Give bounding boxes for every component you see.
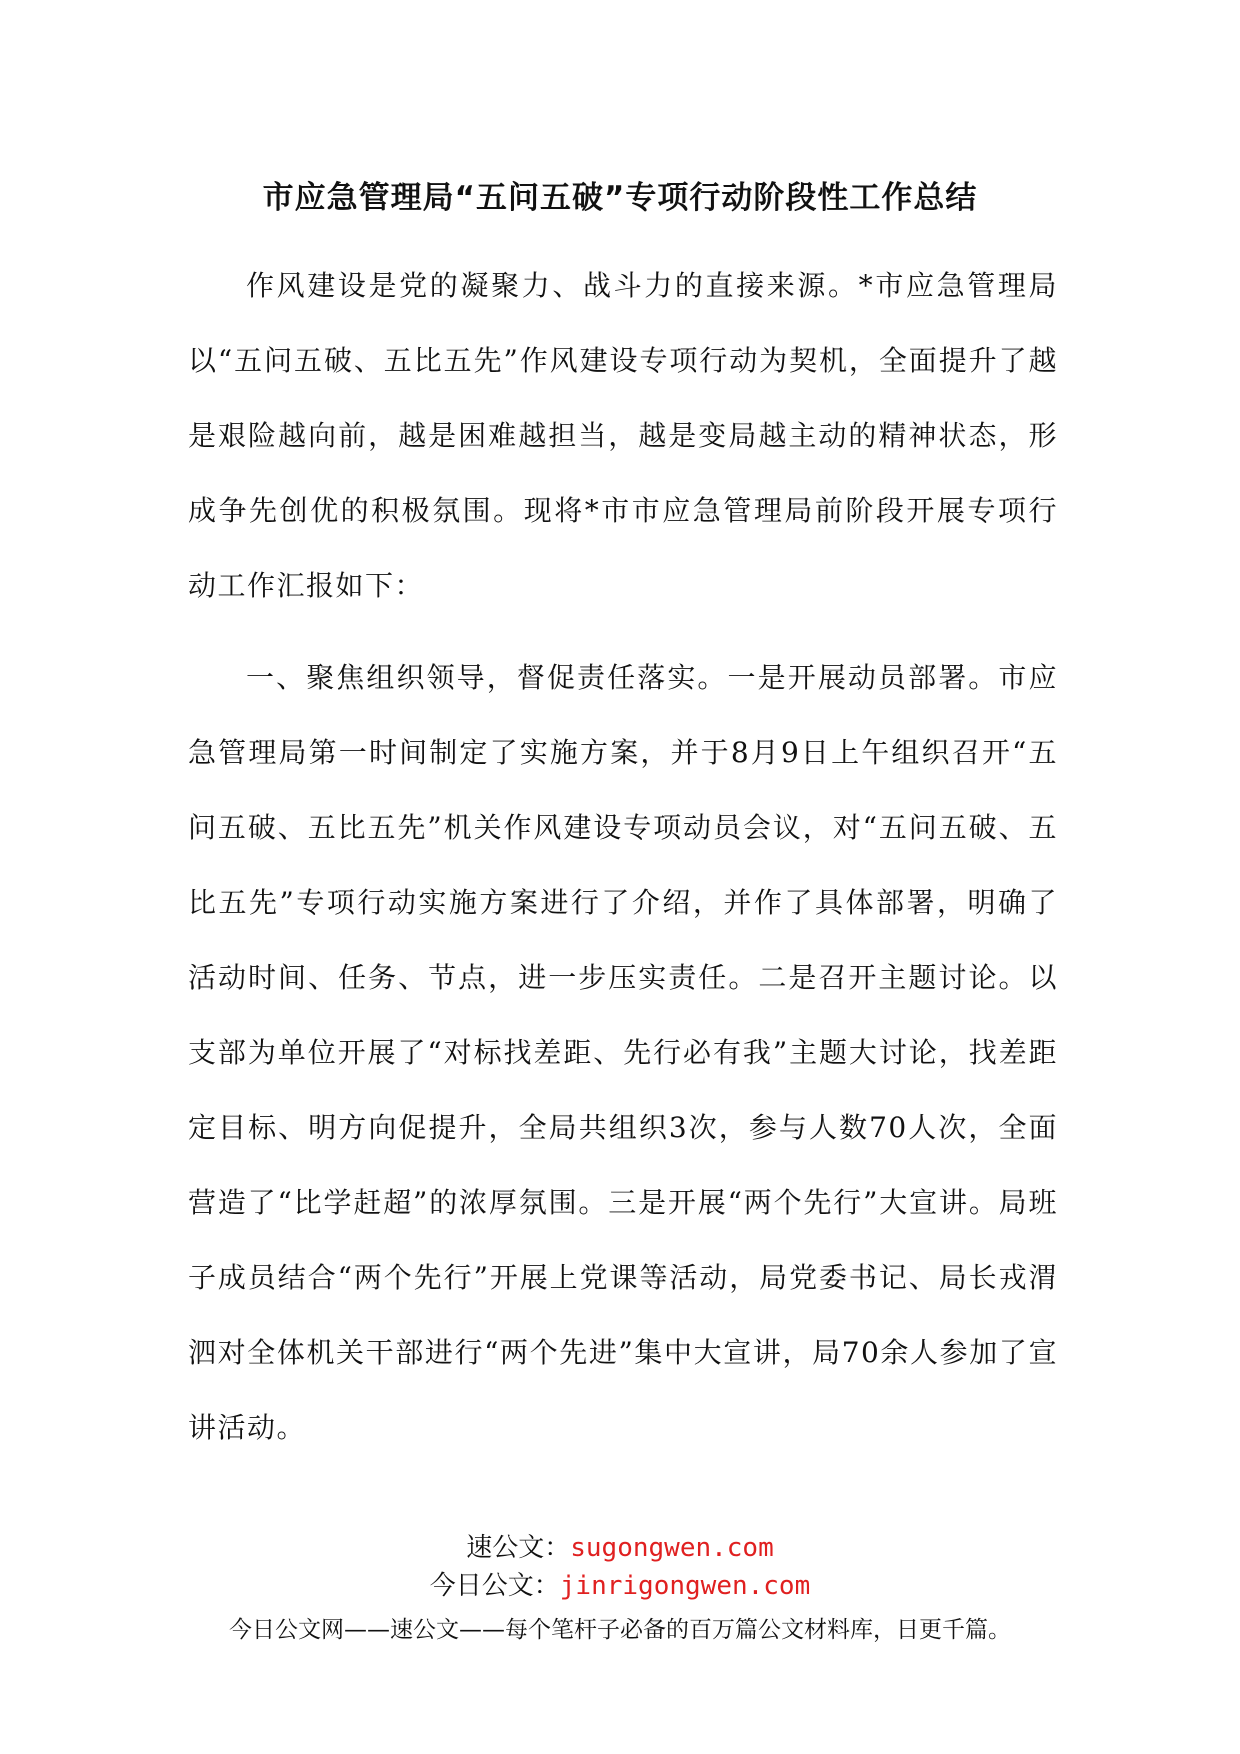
footer-link-jinrigongwen[interactable]: jinrigongwen.com bbox=[559, 1571, 811, 1601]
document-title: 市应急管理局“五问五破”专项行动阶段性工作总结 bbox=[262, 180, 978, 216]
footer-label-jinrigongwen: 今日公文： bbox=[429, 1571, 560, 1601]
footer-link-sugongwen[interactable]: sugongwen.com bbox=[570, 1533, 774, 1563]
footer-line-sugongwen bbox=[0, 1530, 1240, 1566]
footer-line-jinrigongwen bbox=[0, 1568, 1240, 1604]
body-paragraph-intro: 作风建设是党的凝聚力、战斗力的直接来源。*市应急管理局以“五问五破、五比五先”作风建设专项行动为契机，全面提升了越是艰险越向前，越是困难越担当，越是变局越主动的精神状态，形成争先创优的积极氛围。现将*市市应急管理局前阶段开展专项行动工作汇报如下： bbox=[188, 269, 1058, 602]
footer-label-sugongwen: 速公文： bbox=[466, 1533, 571, 1563]
footer-slogan: 今日公文网——速公文——每个笔杆子必备的百万篇公文材料库，日更千篇。 bbox=[229, 1617, 1011, 1643]
body-paragraph-section-one: 一、聚焦组织领导，督促责任落实。一是开展动员部署。市应急管理局第一时间制定了实施方案，并于8月9日上午组织召开“五问五破、五比五先”机关作风建设专项动员会议，对“五问五破、五比五先”专项行动实施方案进行了介绍，并作了具体部署，明确了活动时间、任务、节点，进一步压实责任。二是召开主题讨论。以支部为单位开展了“对标找差距、先行必有我”主题大讨论，找差距定目标、明方向促提升，全局共组织3次，参与人数70人次，全面营造了“比学赶超”的浓厚氛围。三是开展“两个先行”大宣讲。局班子成员结合“两个先行”开展上党课等活动，局党委书记、局长戎渭泗对全体机关干部进行“两个先进”集中大宣讲，局70余人参加了宣讲活动。 bbox=[188, 661, 1058, 1444]
